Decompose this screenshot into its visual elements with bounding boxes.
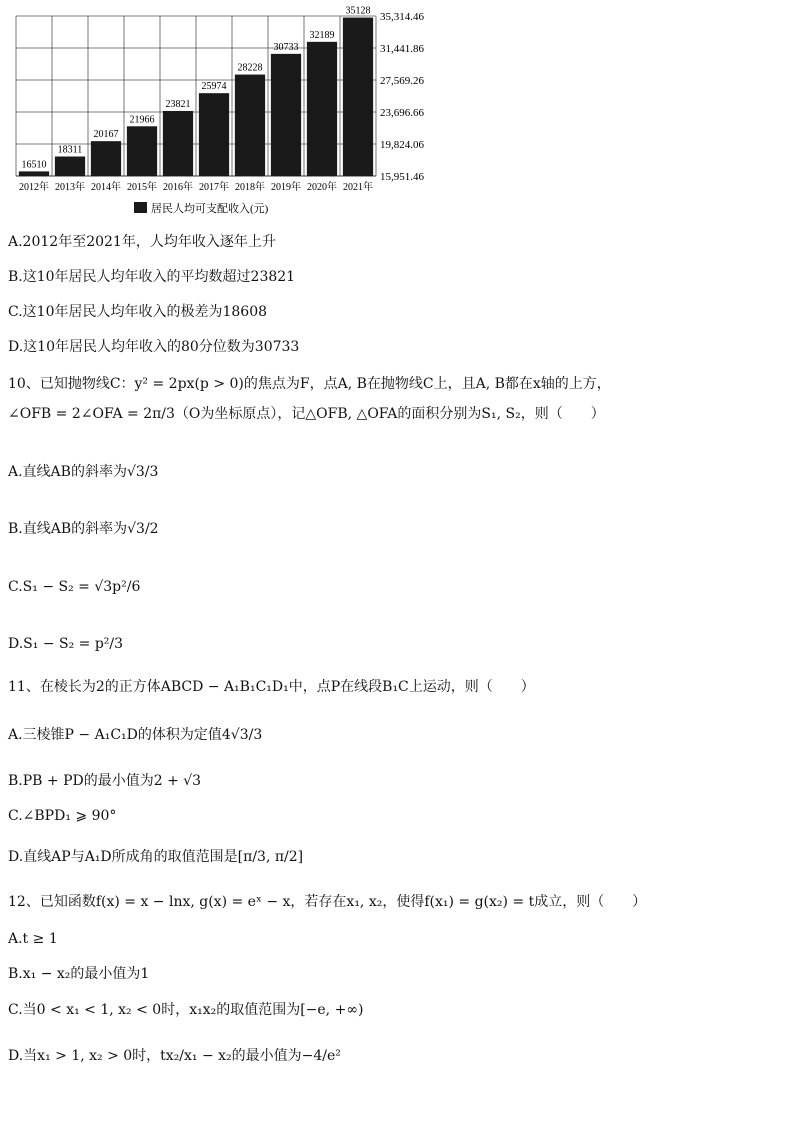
bar: [127, 126, 157, 176]
x-tick-label: 2018年: [235, 182, 265, 193]
bar-data-label: 25974: [201, 81, 227, 93]
x-tick-label: 2019年: [271, 182, 301, 193]
legend-swatch: [134, 202, 147, 213]
q11-option-b: B.PB + PD的最小值为2 + √3: [8, 773, 202, 789]
x-tick-label: 2013年: [55, 182, 85, 193]
q9-option-b: B.这10年居民人均年收入的平均数超过23821: [8, 269, 296, 285]
q11-stem: 11、在棱长为2的正方体ABCD − A₁B₁C₁D₁中，点P在线段B₁C上运动，则（ ）: [8, 679, 535, 695]
y-tick-label: 23,696.66: [380, 107, 424, 119]
chart-y-tick-labels: [380, 11, 425, 183]
q9-option-a: A.2012年至2021年，人均年收入逐年上升: [8, 234, 276, 250]
bar: [19, 171, 49, 176]
x-tick-label: 2015年: [127, 182, 157, 193]
q10-stem-2: ∠OFB = 2∠OFA = 2π/3（O为坐标原点），记△OFB, △OFA的面积分别为S₁, S₂，则（ ）: [8, 406, 605, 422]
q9-option-c: C.这10年居民人均年收入的极差为18608: [8, 304, 268, 320]
bar: [55, 157, 85, 176]
bar-data-label: 16510: [21, 159, 47, 171]
q12-option-b: B.x₁ − x₂的最小值为1: [8, 966, 150, 982]
q11-option-c: C.∠BPD₁ ⩾ 90°: [8, 808, 117, 824]
x-tick-label: 2016年: [163, 182, 193, 193]
bar: [343, 18, 373, 176]
bar-data-label: 28228: [237, 62, 263, 74]
income-bar-chart: [0, 0, 460, 222]
x-tick-label: 2021年: [343, 182, 373, 193]
q12-stem: 12、已知函数f(x) = x − lnx, g(x) = eˣ − x，若存在x₁, x₂，使得f(x₁) = g(x₂) = t成立，则（ ）: [8, 894, 647, 910]
bar: [235, 75, 265, 176]
bar: [163, 111, 193, 176]
bar-data-label: 32189: [309, 29, 335, 41]
x-tick-label: 2012年: [19, 182, 49, 193]
bar: [307, 42, 337, 176]
q12-option-d: D.当x₁ > 1, x₂ > 0时，tx₂/x₁ − x₂的最小值为−4/e²: [8, 1048, 341, 1064]
q12-option-a: A.t ≥ 1: [8, 931, 58, 947]
q10-option-a: A.直线AB的斜率为√3/3: [8, 464, 159, 480]
x-tick-label: 2017年: [199, 182, 229, 193]
bar-data-label: 30733: [273, 41, 299, 53]
bar-data-label: 20167: [93, 129, 119, 141]
legend-label: 居民人均可支配收入(元): [151, 203, 269, 215]
q10-option-c: C.S₁ − S₂ = √3p²/6: [8, 579, 141, 595]
y-tick-label: 19,824.06: [380, 139, 424, 151]
bar: [199, 93, 229, 176]
x-tick-label: 2020年: [307, 182, 337, 193]
bar: [91, 141, 121, 176]
chart-x-tick-labels: [19, 180, 373, 193]
q11-option-d: D.直线AP与A₁D所成角的取值范围是[π/3, π/2]: [8, 849, 304, 865]
q10-stem-1: 10、已知抛物线C：y² = 2px(p > 0)的焦点为F，点A, B在抛物线C上，且A, B都在x轴的上方，: [8, 376, 611, 392]
q12-option-c: C.当0 < x₁ < 1, x₂ < 0时，x₁x₂的取值范围为[−e, +∞): [8, 1002, 364, 1018]
bar-data-label: 21966: [129, 114, 155, 126]
bar-data-label: 23821: [165, 98, 191, 110]
bar-data-label: 35128: [345, 5, 371, 17]
q10-option-b: B.直线AB的斜率为√3/2: [8, 521, 159, 537]
x-tick-label: 2014年: [91, 182, 121, 193]
y-tick-label: 35,314.46: [380, 11, 424, 23]
bar: [271, 54, 301, 176]
y-tick-label: 27,569.26: [380, 75, 424, 87]
y-tick-label: 31,441.86: [380, 43, 424, 55]
bar-data-label: 18311: [57, 144, 83, 156]
q11-option-a: A.三棱锥P − A₁C₁D的体积为定值4√3/3: [8, 727, 263, 743]
q9-option-d: D.这10年居民人均年收入的80分位数为30733: [8, 339, 300, 355]
q10-option-d: D.S₁ − S₂ = p²/3: [8, 636, 124, 652]
y-tick-label: 15,951.46: [380, 171, 424, 183]
